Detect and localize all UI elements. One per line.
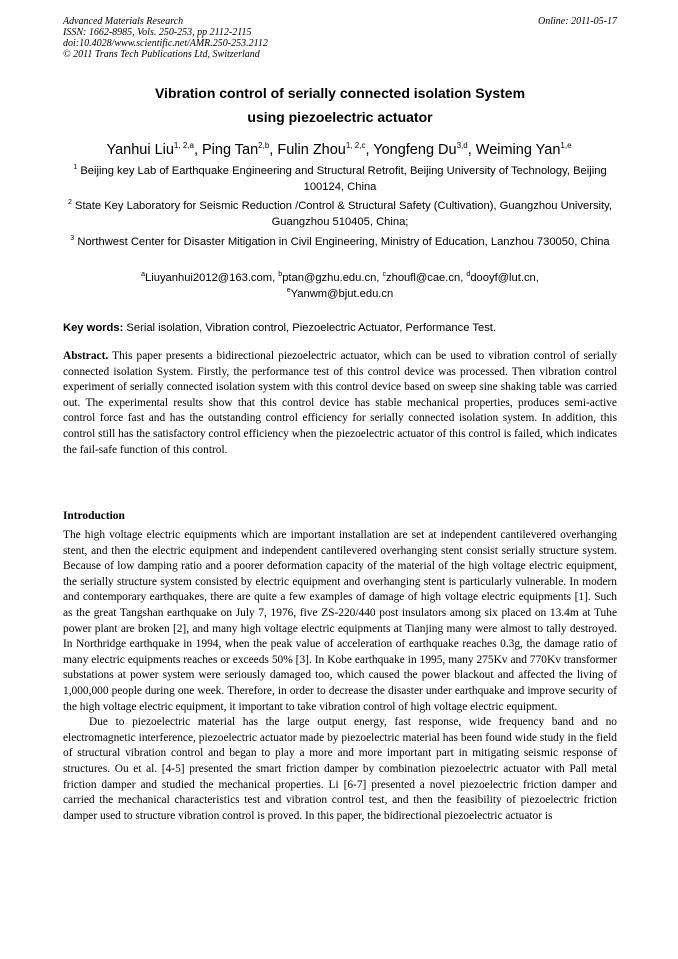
copyright-line: © 2011 Trans Tech Publications Ltd, Switzerland (63, 49, 260, 60)
keywords-label: Key words: (63, 322, 124, 334)
title-line-1: Vibration control of serially connected isolation System (154, 85, 526, 101)
keywords-text: Serial isolation, Vibration control, Piezoelectric Actuator, Performance Test. (123, 322, 496, 334)
introduction-body (63, 528, 617, 824)
journal-header (63, 16, 617, 60)
email-item: $^b$ptan@gzhu.edu.cn, (278, 271, 383, 284)
author-emails (63, 270, 617, 302)
email-item: $^a$Liuyanhui2012@163.com, (141, 271, 279, 284)
abstract-text: This paper presents a bidirectional piezoelectric actuator, which can be used to vibration control of serially connected isolation System. Firstly, the performance test of this control device was processed. Then vibration control experiment of serially connected isolation system with this control device based on sweep sine shaking table was carried out. The experimental results show that this control device has stable mechanical properties, produces semi-active control force fast and has the outstanding control efficiency for serially connected isolation system. In addition, this control still has the satisfactory control efficiency when the piezoelectric actuator of this control is failed, which indicates the fail-safe function of this control. (63, 350, 617, 456)
email-item: $^d$dooyf@lut.cn, (466, 271, 539, 284)
title-line-2: using piezoelectric actuator (247, 109, 433, 125)
author-list (50, 140, 628, 160)
journal-name: Advanced Materials Research (63, 16, 184, 27)
affiliation-1: $^1$ Beijing key Lab of Earthquake Engineering and Structural Retrofit, Beijing University of Technology, Beijing 100124, China (73, 164, 607, 193)
affiliation-2: $^2$ State Key Laboratory for Seismic Reduction /Control & Structural Safety (Cultivation), Guangzhou University, Guangzhou 510405, China; (67, 199, 613, 228)
author: Yongfeng Du$^{3,d}$, (373, 141, 476, 158)
paper-title (63, 81, 617, 129)
author: Ping Tan$^{2,b}$, (202, 141, 278, 158)
section-heading-introduction: Introduction (63, 510, 125, 522)
author: Yanhui Liu$^{1, 2,a}$, (106, 141, 202, 158)
author: Weiming Yan$^{1,e}$ (475, 141, 572, 158)
email-item: $^e$Yanwm@bjut.edu.cn (286, 287, 394, 300)
online-date: Online: 2011-05-17 (538, 16, 617, 27)
paragraph: The high voltage electric equipments which are important installation are set at independent cantilevered overhanging stent, and then the electric equipment and independent cantilevered overhanging stent consist serially structure system. Because of low damping ratio and a poorer deformation capacity of the material of the high voltage electric equipment, the serially structure system consisted by electric equipment and overhanging stent is particularly vulnerable. In modern and contemporary earthquakes, there are quite a few examples of damage of high voltage electric equipments [1]. Such as the great Tangshan earthquake on July 7, 1976, five ZS-220/440 post insulators among six placed on 13.4m at Tuhe power plant are broken [2], and many high voltage electric equipments at Tianjing many were almost to tally destroyed. In Northridge earthquake in 1994, when the peak value of acceleration of earthquake reaches 0.3g, the damage ratio of many electric equipments reaches or exceeds 50% [3]. In Kobe earthquake in 1995, many 275Kv and 770Kv transformer substations at power system were seriously damaged too, which caused the power blackout and affected the living of 1,000,000 people during one week. Therefore, in order to decrease the disaster under earthquake and improve security of the high voltage electric equipment, it important to take vibration control of high voltage electric equipment. (63, 529, 617, 713)
abstract (63, 349, 617, 458)
abstract-label: Abstract. (63, 350, 109, 362)
keywords (63, 321, 617, 335)
doi-line: doi:10.4028/www.scientific.net/AMR.250-253.2112 (63, 38, 268, 49)
issn-line: ISSN: 1662-8985, Vols. 250-253, pp 2112-2115 (63, 27, 252, 38)
email-item: $^c$zhoufl@cae.cn, (382, 271, 467, 284)
affiliation-3: $^3$ Northwest Center for Disaster Mitigation in Civil Engineering, Ministry of Education, Lanzhou 730050, China (70, 235, 610, 248)
author: Fulin Zhou$^{1, 2,c}$, (277, 141, 374, 158)
paragraph: Due to piezoelectric material has the large output energy, fast response, wide frequency band and no electromagnetic interference, piezoelectric actuator made by piezoelectric material has been found wide study in the field of structural vibration control and began to play a more and more important part in mitigating seismic response of structures. Ou et al. [4-5] presented the smart friction damper by combination piezoelectric actuator with Pall metal friction damper and studied the mechanical properties. Li [6-7] presented a novel piezoelectric friction damper and carried the mechanical characteristics test and vibration control test, and then the feasibility of piezoelectric friction damper used to structure vibration control is proved. In this paper, the bidirectional piezoelectric actuator is (63, 716, 617, 822)
